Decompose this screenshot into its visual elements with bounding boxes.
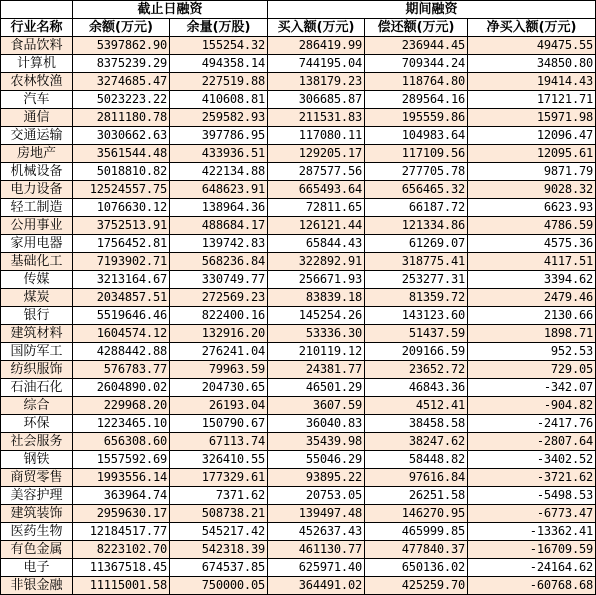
table-row [1,217,596,235]
volume-value: 326410.55 [170,451,268,469]
table-row [1,307,596,325]
repay-value: 209166.59 [365,343,468,361]
volume-value: 545217.42 [170,523,268,541]
balance-value: 3274685.47 [73,73,170,91]
table-row [1,469,596,487]
balance-value: 3030662.63 [73,127,170,145]
volume-value: 177329.61 [170,469,268,487]
repay-value: 650136.02 [365,559,468,577]
table-row [1,73,596,91]
table-row [1,523,596,541]
balance-value: 2811180.78 [73,109,170,127]
net-buy-value: -2417.76 [468,415,596,433]
repay-value: 58448.82 [365,451,468,469]
volume-value: 822400.16 [170,307,268,325]
table-row [1,343,596,361]
buy-value: 211531.83 [268,109,365,127]
table-row [1,379,596,397]
table-row [1,271,596,289]
buy-value: 744195.04 [268,55,365,73]
repay-value: 38458.58 [365,415,468,433]
industry-name: 煤炭 [1,289,73,307]
net-buy-value: -5498.53 [468,487,596,505]
net-buy-value: -342.07 [468,379,596,397]
balance-value: 2604890.02 [73,379,170,397]
column-header-row [1,19,596,37]
net-buy-value: -3402.52 [468,451,596,469]
volume-value: 138964.36 [170,199,268,217]
buy-value: 3607.59 [268,397,365,415]
repay-value: 38247.62 [365,433,468,451]
buy-value: 129205.17 [268,145,365,163]
repay-value: 465999.85 [365,523,468,541]
volume-value: 139742.83 [170,235,268,253]
net-buy-value: 34850.80 [468,55,596,73]
industry-name: 银行 [1,307,73,325]
balance-value: 229968.20 [73,397,170,415]
table-row [1,433,596,451]
buy-value: 210119.12 [268,343,365,361]
buy-value: 46501.29 [268,379,365,397]
table-row [1,235,596,253]
net-buy-value: -2807.64 [468,433,596,451]
volume-value: 155254.32 [170,37,268,55]
repay-value: 81359.72 [365,289,468,307]
buy-value: 24381.77 [268,361,365,379]
net-buy-value: 9871.79 [468,163,596,181]
net-buy-value: 4575.36 [468,235,596,253]
volume-value: 397786.95 [170,127,268,145]
col-header-repay: 偿还额(万元) [365,19,468,37]
industry-name: 传媒 [1,271,73,289]
net-buy-value: 2130.66 [468,307,596,325]
volume-value: 259582.93 [170,109,268,127]
volume-value: 227519.88 [170,73,268,91]
repay-value: 289564.16 [365,91,468,109]
buy-value: 306685.87 [268,91,365,109]
industry-name: 计算机 [1,55,73,73]
group-header-end-of-day: 截止日融资 [73,1,268,19]
industry-name: 交通运输 [1,127,73,145]
balance-value: 5397862.90 [73,37,170,55]
buy-value: 117080.11 [268,127,365,145]
industry-name: 社会服务 [1,433,73,451]
industry-name: 国防军工 [1,343,73,361]
repay-value: 146270.95 [365,505,468,523]
balance-value: 3561544.48 [73,145,170,163]
table-row [1,487,596,505]
balance-value: 2034857.51 [73,289,170,307]
buy-value: 35439.98 [268,433,365,451]
col-header-buy: 买入额(万元) [268,19,365,37]
volume-value: 272569.23 [170,289,268,307]
industry-name: 建筑材料 [1,325,73,343]
buy-value: 287577.56 [268,163,365,181]
net-buy-value: -904.82 [468,397,596,415]
repay-value: 121334.86 [365,217,468,235]
table-row [1,181,596,199]
industry-name: 医药生物 [1,523,73,541]
repay-value: 477840.37 [365,541,468,559]
buy-value: 93895.22 [268,469,365,487]
balance-value: 3213164.67 [73,271,170,289]
balance-value: 1223465.10 [73,415,170,433]
buy-value: 452637.43 [268,523,365,541]
balance-value: 4288442.88 [73,343,170,361]
industry-name: 石油石化 [1,379,73,397]
table-row [1,127,596,145]
group-header-row [1,1,596,19]
industry-name: 汽车 [1,91,73,109]
buy-value: 322892.91 [268,253,365,271]
industry-name: 环保 [1,415,73,433]
repay-value: 236944.45 [365,37,468,55]
repay-value: 318775.41 [365,253,468,271]
industry-name: 钢铁 [1,451,73,469]
balance-value: 8223102.70 [73,541,170,559]
table-header [1,1,596,37]
repay-value: 117109.56 [365,145,468,163]
volume-value: 26193.04 [170,397,268,415]
repay-value: 425259.70 [365,577,468,595]
volume-value: 330749.77 [170,271,268,289]
repay-value: 277705.78 [365,163,468,181]
net-buy-value: 3394.62 [468,271,596,289]
balance-value: 7193902.71 [73,253,170,271]
col-header-industry: 行业名称 [1,19,73,37]
table-row [1,397,596,415]
table-row [1,541,596,559]
repay-value: 709344.24 [365,55,468,73]
industry-name: 公用事业 [1,217,73,235]
industry-name: 综合 [1,397,73,415]
buy-value: 625971.40 [268,559,365,577]
table-row [1,577,596,595]
buy-value: 53336.30 [268,325,365,343]
net-buy-value: 12095.61 [468,145,596,163]
buy-value: 83839.18 [268,289,365,307]
balance-value: 2959630.17 [73,505,170,523]
table-row [1,37,596,55]
balance-value: 11367518.45 [73,559,170,577]
balance-value: 1993556.14 [73,469,170,487]
net-buy-value: 15971.98 [468,109,596,127]
balance-value: 5023223.22 [73,91,170,109]
volume-value: 433936.51 [170,145,268,163]
table-row [1,109,596,127]
buy-value: 364491.02 [268,577,365,595]
col-header-volume: 余量(万股) [170,19,268,37]
industry-name: 有色金属 [1,541,73,559]
buy-value: 20753.05 [268,487,365,505]
balance-value: 5018810.82 [73,163,170,181]
repay-value: 656465.32 [365,181,468,199]
table-row [1,145,596,163]
net-buy-value: 1898.71 [468,325,596,343]
table-row [1,289,596,307]
table-row [1,199,596,217]
buy-value: 72811.65 [268,199,365,217]
buy-value: 461130.77 [268,541,365,559]
industry-name: 轻工制造 [1,199,73,217]
balance-value: 12184517.77 [73,523,170,541]
volume-value: 422134.88 [170,163,268,181]
net-buy-value: -3721.62 [468,469,596,487]
net-buy-value: 19414.43 [468,73,596,91]
balance-value: 12524557.75 [73,181,170,199]
table-row [1,361,596,379]
group-header-period: 期间融资 [268,1,596,19]
balance-value: 11115001.58 [73,577,170,595]
volume-value: 542318.39 [170,541,268,559]
balance-value: 8375239.29 [73,55,170,73]
table-row [1,451,596,469]
col-header-balance: 余额(万元) [73,19,170,37]
table-row [1,325,596,343]
volume-value: 568236.84 [170,253,268,271]
industry-name: 电力设备 [1,181,73,199]
industry-name: 房地产 [1,145,73,163]
volume-value: 67113.74 [170,433,268,451]
buy-value: 665493.64 [268,181,365,199]
buy-value: 126121.44 [268,217,365,235]
industry-name: 电子 [1,559,73,577]
volume-value: 750000.05 [170,577,268,595]
repay-value: 26251.58 [365,487,468,505]
buy-value: 256671.93 [268,271,365,289]
net-buy-value: 2479.46 [468,289,596,307]
buy-value: 138179.23 [268,73,365,91]
group-header-blank [1,1,73,19]
repay-value: 253277.31 [365,271,468,289]
repay-value: 66187.72 [365,199,468,217]
table-row [1,91,596,109]
repay-value: 51437.59 [365,325,468,343]
industry-name: 家用电器 [1,235,73,253]
col-header-net-buy: 净买入额(万元) [468,19,596,37]
table-row [1,505,596,523]
repay-value: 23652.72 [365,361,468,379]
net-buy-value: 4786.59 [468,217,596,235]
net-buy-value: 9028.32 [468,181,596,199]
net-buy-value: 12096.47 [468,127,596,145]
volume-value: 488684.17 [170,217,268,235]
volume-value: 410608.81 [170,91,268,109]
volume-value: 494358.14 [170,55,268,73]
net-buy-value: -6773.47 [468,505,596,523]
buy-value: 145254.26 [268,307,365,325]
net-buy-value: -16709.59 [468,541,596,559]
balance-value: 5519646.46 [73,307,170,325]
table-row [1,559,596,577]
balance-value: 363964.74 [73,487,170,505]
industry-name: 通信 [1,109,73,127]
table-row [1,253,596,271]
balance-value: 656308.60 [73,433,170,451]
industry-name: 基础化工 [1,253,73,271]
net-buy-value: 17121.71 [468,91,596,109]
repay-value: 143123.60 [365,307,468,325]
buy-value: 65844.43 [268,235,365,253]
repay-value: 118764.80 [365,73,468,91]
net-buy-value: 729.05 [468,361,596,379]
repay-value: 97616.84 [365,469,468,487]
balance-value: 1557592.69 [73,451,170,469]
balance-value: 576783.77 [73,361,170,379]
volume-value: 674537.85 [170,559,268,577]
balance-value: 1076630.12 [73,199,170,217]
volume-value: 508738.21 [170,505,268,523]
net-buy-value: 6623.93 [468,199,596,217]
repay-value: 4512.41 [365,397,468,415]
net-buy-value: -13362.41 [468,523,596,541]
table-row [1,55,596,73]
industry-name: 非银金融 [1,577,73,595]
balance-value: 1604574.12 [73,325,170,343]
net-buy-value: 49475.55 [468,37,596,55]
buy-value: 286419.99 [268,37,365,55]
net-buy-value: 952.53 [468,343,596,361]
repay-value: 46843.36 [365,379,468,397]
industry-name: 机械设备 [1,163,73,181]
table-row [1,163,596,181]
volume-value: 648623.91 [170,181,268,199]
volume-value: 276241.04 [170,343,268,361]
volume-value: 204730.65 [170,379,268,397]
buy-value: 139497.48 [268,505,365,523]
table-row [1,415,596,433]
volume-value: 79963.59 [170,361,268,379]
repay-value: 61269.07 [365,235,468,253]
buy-value: 36040.83 [268,415,365,433]
industry-name: 美容护理 [1,487,73,505]
industry-name: 纺织服饰 [1,361,73,379]
repay-value: 195559.86 [365,109,468,127]
balance-value: 1756452.81 [73,235,170,253]
buy-value: 55046.29 [268,451,365,469]
repay-value: 104983.64 [365,127,468,145]
volume-value: 7371.62 [170,487,268,505]
industry-name: 商贸零售 [1,469,73,487]
net-buy-value: -60768.68 [468,577,596,595]
industry-name: 建筑装饰 [1,505,73,523]
balance-value: 3752513.91 [73,217,170,235]
industry-name: 农林牧渔 [1,73,73,91]
net-buy-value: -24164.62 [468,559,596,577]
table-body [1,37,596,595]
net-buy-value: 4117.51 [468,253,596,271]
volume-value: 150790.67 [170,415,268,433]
industry-name: 食品饮料 [1,37,73,55]
volume-value: 132916.20 [170,325,268,343]
